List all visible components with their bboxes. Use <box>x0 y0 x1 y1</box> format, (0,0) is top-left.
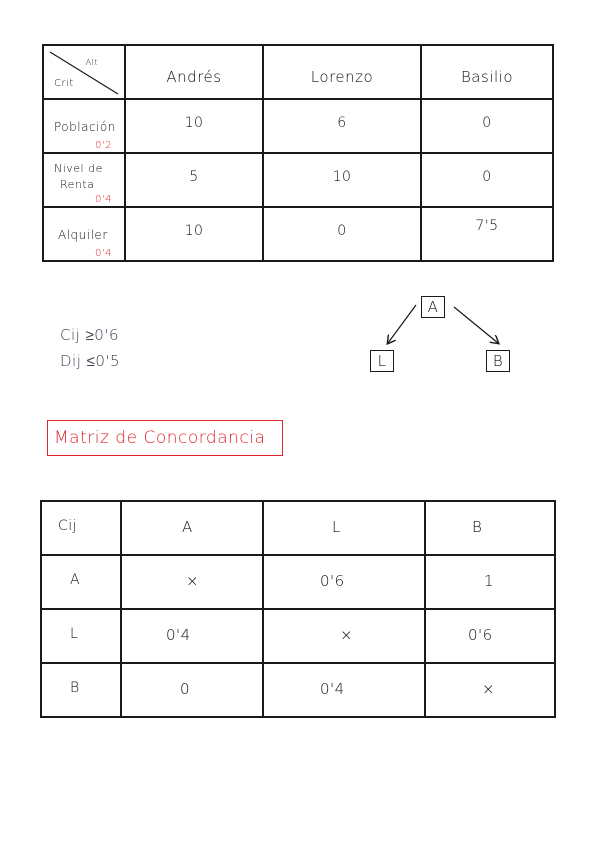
column-header: A <box>182 518 193 536</box>
table-row <box>41 663 555 717</box>
header-andres: Andrés <box>166 68 222 86</box>
criterion-weight: 0'4 <box>95 248 112 259</box>
criterion-name-line2: Renta <box>60 178 95 191</box>
section-title: Matriz de Concordancia <box>47 420 283 456</box>
matrix-cell: 0'4 <box>166 626 191 644</box>
node-l: L <box>370 350 394 372</box>
table-row <box>41 609 555 663</box>
discordance-threshold: Dij ≤0'5 <box>60 352 121 370</box>
value-cell: 10 <box>184 223 204 239</box>
value-cell: 10 <box>332 169 352 185</box>
criteria-label: Crit <box>54 78 74 89</box>
node-b: B <box>486 350 510 372</box>
value-cell: 7'5 <box>475 218 499 234</box>
value-cell: 0 <box>482 115 492 131</box>
node-a: A <box>421 296 445 318</box>
concordance-table <box>40 500 556 718</box>
matrix-cell: 0'4 <box>320 680 345 698</box>
criterion-weight: 0'2 <box>95 140 112 151</box>
value-cell: 6 <box>337 115 347 131</box>
value-cell: 0 <box>482 169 492 185</box>
matrix-cell: × <box>186 572 200 590</box>
header-lorenzo: Lorenzo <box>310 68 374 86</box>
row-label: B <box>70 680 80 696</box>
matrix-cell: 0 <box>180 680 191 698</box>
criterion-weight: 0'4 <box>95 194 112 205</box>
matrix-cell: 0'6 <box>468 626 493 644</box>
criterion-name: Alquiler <box>58 228 108 242</box>
alternatives-label: Alt <box>85 58 98 67</box>
criterion-name: Población <box>54 120 116 134</box>
criterion-name-line1: Nivel de <box>54 162 103 175</box>
corner-label: Cij <box>58 518 78 534</box>
row-label: A <box>70 572 81 588</box>
matrix-cell: 1 <box>484 572 495 590</box>
row-label: L <box>70 626 79 642</box>
table-row <box>41 555 555 609</box>
matrix-cell: × <box>482 680 496 698</box>
column-header: B <box>472 518 483 536</box>
matrix-cell: × <box>340 626 354 644</box>
matrix-cell: 0'6 <box>320 572 345 590</box>
table-row <box>41 501 555 555</box>
concordance-threshold: Cij ≥0'6 <box>60 326 120 344</box>
value-cell: 10 <box>184 115 204 131</box>
value-cell: 5 <box>189 169 199 185</box>
header-basilio: Basilio <box>460 68 513 86</box>
value-cell: 0 <box>337 223 347 239</box>
column-header: L <box>332 518 341 536</box>
